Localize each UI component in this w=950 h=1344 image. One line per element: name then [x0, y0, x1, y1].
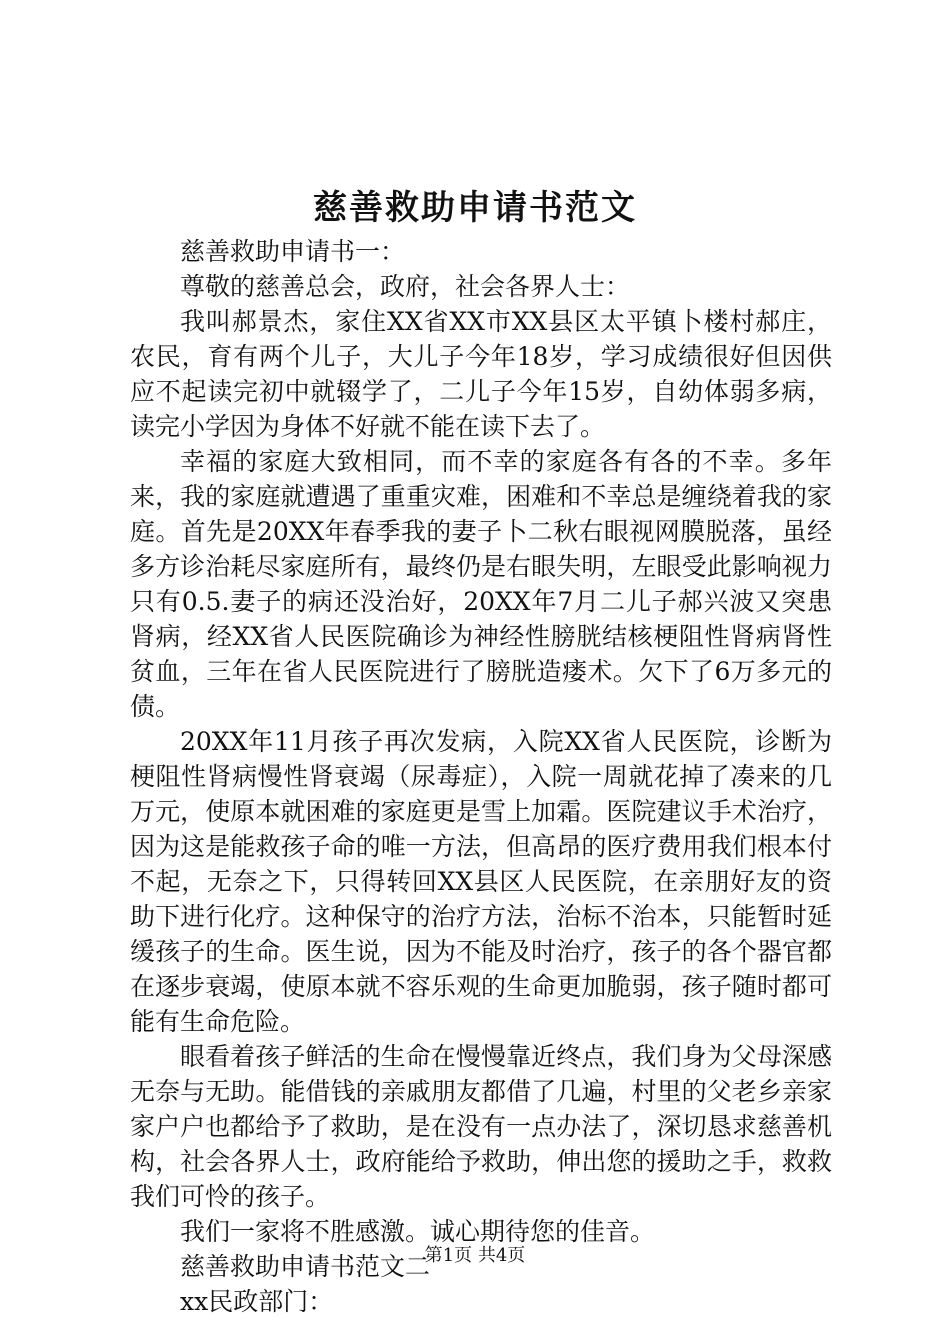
paragraph-3: 我叫郝景杰，家住XX省XX市XX县区太平镇卜楼村郝庄，农民，育有两个儿子，大儿子今年18岁，学习成绩很好但因供应不起读完初中就辍学了，二儿子今年15岁，自幼体弱多病，读完小学因为身体不好就不能在读下去了。 — [130, 307, 832, 441]
document-body — [130, 234, 832, 1319]
paragraph-5: 20XX年11月孩子再次发病，入院XX省人民医院，诊断为梗阻性肾病慢性肾衰竭（尿毒症），入院一周就花掉了凑来的几万元，使原本就困难的家庭更是雪上加霜。医院建议手术治疗，因为这是能救孩子命的唯一方法，但高昂的医疗费用我们根本付不起，无奈之下，只得转回XX县区人民医院，在亲朋好友的资助下进行化疗。这种保守的治疗方法，治标不治本，只能暂时延缓孩子的生命。医生说，因为不能及时治疗，孩子的各个器官都在逐步衰竭，使原本就不容乐观的生命更加脆弱，孩子随时都可能有生命危险。 — [130, 727, 832, 1036]
paragraph-9: xx民政部门： — [180, 1287, 334, 1316]
paragraph-6: 眼看着孩子鲜活的生命在慢慢靠近终点，我们身为父母深感无奈与无助。能借钱的亲戚朋友都借了几遍，村里的父老乡亲家家户户也都给予了救助，是在没有一点办法了，深切恳求慈善机构，社会各界人士，政府能给予救助，伸出您的援助之手，救救我们可怜的孩子。 — [130, 1042, 832, 1211]
paragraph-4: 幸福的家庭大致相同，而不幸的家庭各有各的不幸。多年来，我的家庭就遭遇了重重灾难，困难和不幸总是缠绕着我的家庭。首先是20XX年春季我的妻子卜二秋右眼视网膜脱落，虽经多方诊治耗尽家庭所有，最终仍是右眼失明，左眼受此影响视力只有0.5.妻子的病还没治好，20XX年7月二儿子郝兴波又突患肾病，经XX省人民医院确诊为神经性膀胱结核梗阻性肾病肾性贫血，三年在省人民医院进行了膀胱造瘘术。欠下了6万多元的债。 — [130, 447, 832, 721]
paragraph-2: 尊敬的慈善总会，政府，社会各界人士： — [180, 272, 631, 301]
page-footer: 第1页 共4页 — [424, 1245, 526, 1266]
paragraph-7: 我们一家将不胜感激。诚心期待您的佳音。 — [180, 1217, 656, 1246]
document-title: 慈善救助申请书范文 — [313, 188, 637, 228]
paragraph-1: 慈善救助申请书一： — [180, 237, 406, 266]
paragraph-8: 慈善救助申请书范文二 — [180, 1252, 431, 1281]
